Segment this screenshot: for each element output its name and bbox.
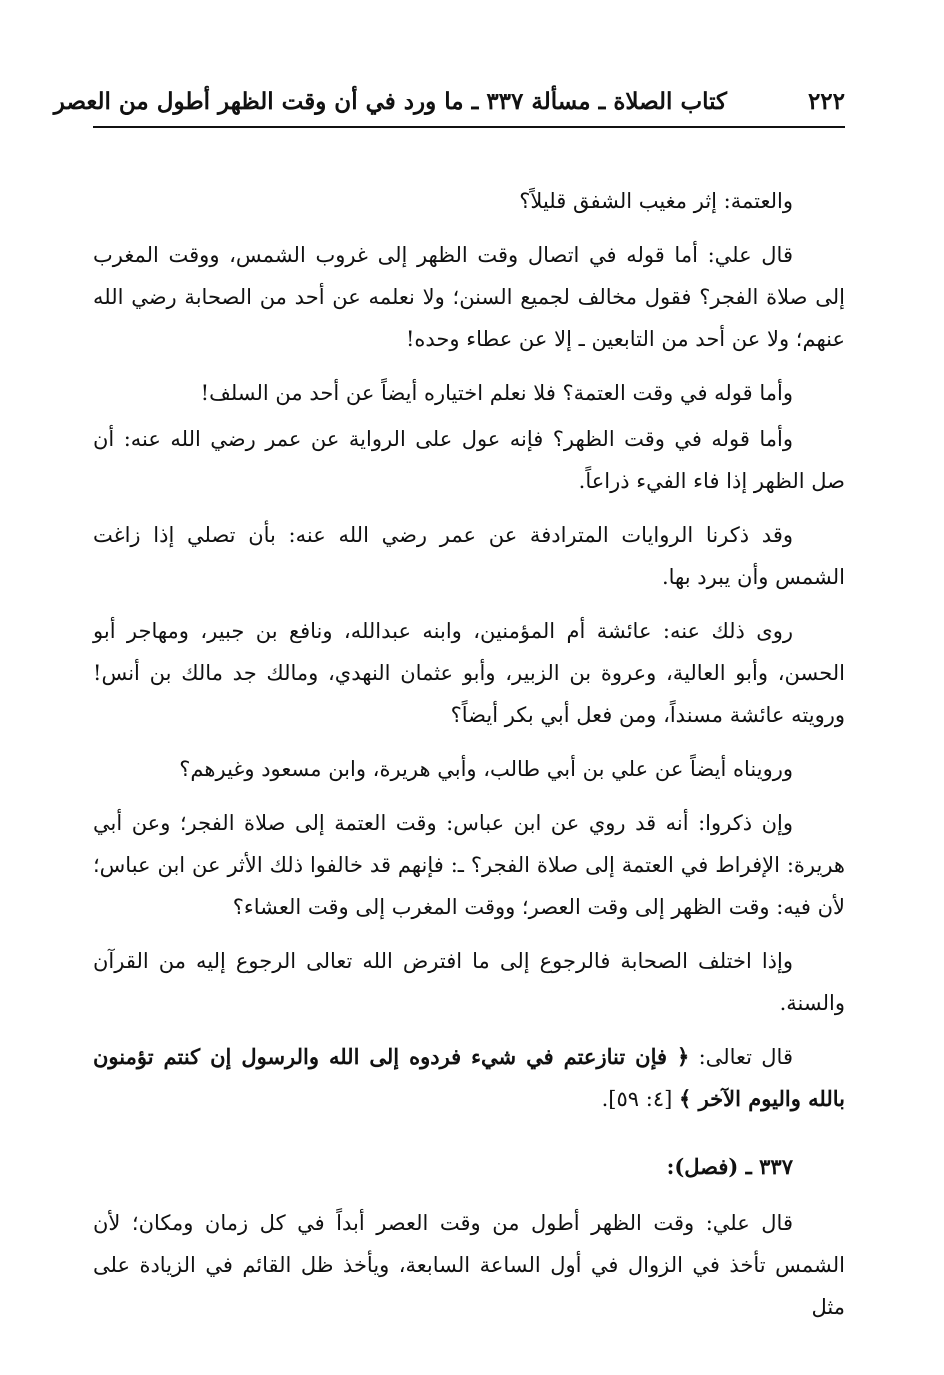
paragraph-7: ورويناه أيضاً عن علي بن أبي طالب، وأبي هريرة، وابن مسعود وغيرهم؟ [179, 757, 793, 781]
quran-verse: ﴿ فإن تنازعتم في شيء فردوه إلى الله والرسول إن كنتم تؤمنون بالله واليوم الآخر ﴾ [93, 1044, 845, 1111]
paragraph-6: روى ذلك عنه: عائشة أم المؤمنين، وابنه عبدالله، ونافع بن جبير، ومهاجر أبو الحسن، وأبو العالية، وعروة بن الزبير، وأبو عثمان النهدي، ومالك جد مالك بن أنس! ورويته عائشة مسنداً، ومن فعل أبي بكر أيضاً؟ [93, 619, 845, 727]
page-number: ٢٢٢ [807, 88, 845, 115]
paragraph-2: قال علي: أما قوله في اتصال وقت الظهر إلى غروب الشمس، ووقت المغرب إلى صلاة الفجر؟ فقول مخالف لجميع السنن؛ ولا نعلمه عن أحد من الصحابة رضي الله عنهم؛ ولا عن أحد من التابعين ـ إلا عن عطاء وحده! [93, 243, 845, 351]
quran-quote-paragraph [93, 1036, 845, 1120]
section-heading: ٣٣٧ ـ (فصل): [666, 1154, 793, 1179]
page-body [93, 180, 845, 1340]
paragraph-4: وأما قوله في وقت الظهر؟ فإنه عول على الرواية عن عمر رضي الله عنه: أن صل الظهر إذا فاء الفيء ذراعاً. [93, 427, 845, 493]
paragraph-5: وقد ذكرنا الروايات المترادفة عن عمر رضي الله عنه: بأن تصلي إذا زاغت الشمس وأن يبرد بها. [93, 523, 845, 589]
paragraph-9: وإذا اختلف الصحابة فالرجوع إلى ما افترض الله تعالى الرجوع إليه من القرآن والسنة. [93, 949, 845, 1015]
paragraph-3: وأما قوله في وقت العتمة؟ فلا نعلم اختياره أيضاً عن أحد من السلف! [200, 381, 793, 405]
paragraph-8: وإن ذكروا: أنه قد روي عن ابن عباس: وقت العتمة إلى صلاة الفجر؛ وعن أبي هريرة: الإفراط في العتمة إلى صلاة الفجر؟ ـ: فإنهم قد خالفوا ذلك الأثر عن ابن عباس؛ لأن فيه: وقت الظهر إلى وقت العصر؛ ووقت المغرب إلى وقت العشاء؟ [93, 811, 845, 919]
paragraph-1: والعتمة: إثر مغيب الشفق قليلاً؟ [519, 189, 793, 213]
quran-reference: [٤: ٥٩]. [601, 1087, 679, 1111]
header-title: كتاب الصلاة ـ مسألة ٣٣٧ ـ ما ورد في أن وقت الظهر أطول من العصر [53, 88, 727, 115]
final-paragraph: قال علي: وقت الظهر أطول من وقت العصر أبداً في كل زمان ومكان؛ لأن الشمس تأخذ في الزوال في أول الساعة السابعة، ويأخذ ظل القائم في الزيادة على مثل [93, 1211, 845, 1319]
running-header [53, 84, 845, 128]
quran-lead: قال تعالى: [689, 1045, 793, 1069]
